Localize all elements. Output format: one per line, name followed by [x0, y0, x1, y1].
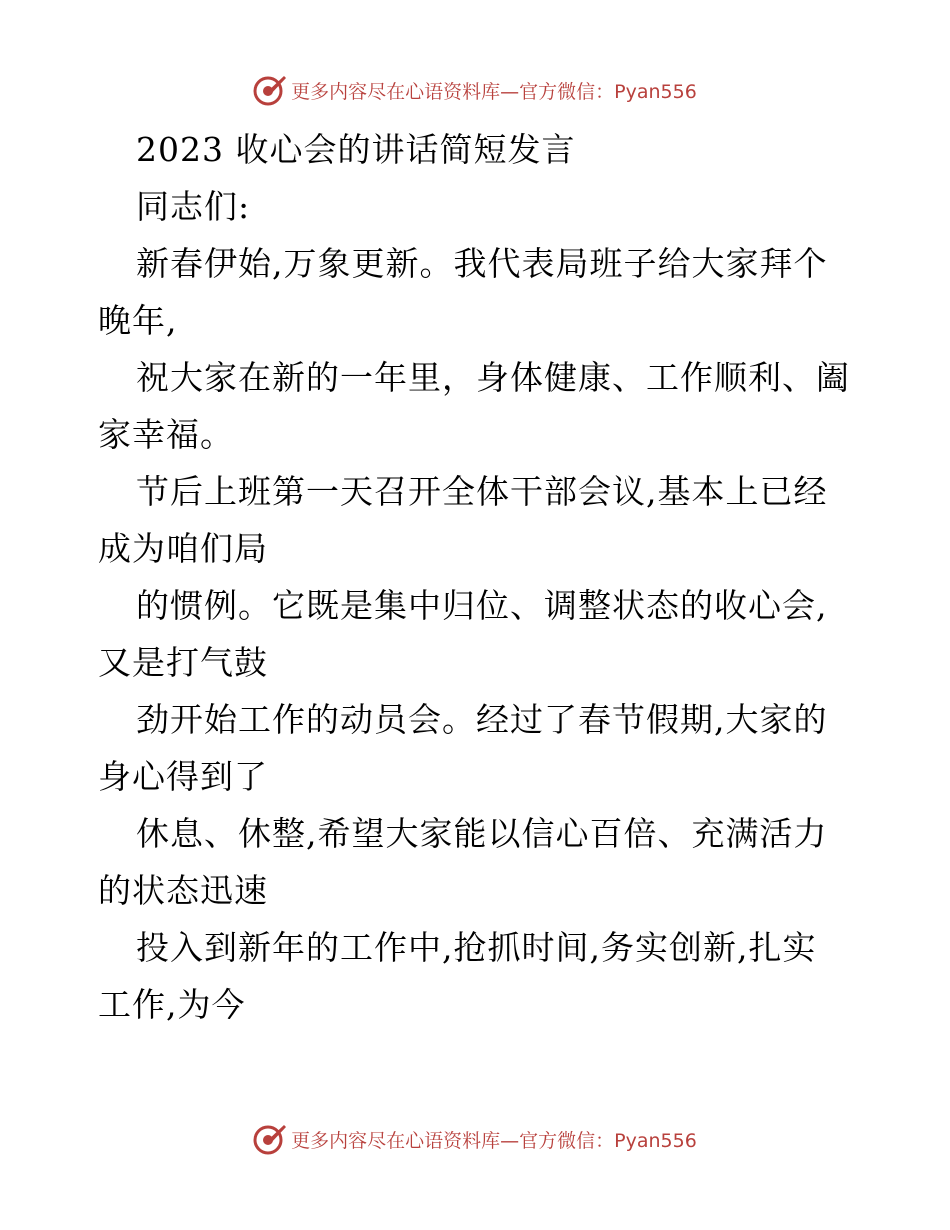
paragraph-line: 的惯例。它既是集中归位、调整状态的收心会, [136, 586, 828, 625]
paragraph-line: 同志们: [136, 187, 251, 226]
paragraph-line: 祝大家在新的一年里，身体健康、工作顺利、阖 [136, 358, 850, 397]
header-watermark-banner [0, 70, 950, 110]
paragraph-line: 成为咱们局 [98, 529, 268, 568]
quill-pen-logo-icon [253, 1122, 287, 1156]
paragraph-line: 工作,为今 [98, 985, 246, 1024]
paragraph-line: 节后上班第一天召开全体干部会议,基本上已经 [136, 472, 828, 511]
document-body [98, 121, 858, 1033]
paragraph-line: 身心得到了 [98, 757, 268, 796]
paragraph-line: 投入到新年的工作中,抢抓时间,务实创新,扎实 [136, 928, 817, 967]
footer-watermark-banner [0, 1119, 950, 1159]
paragraph-line: 又是打气鼓 [98, 643, 268, 682]
paragraph-line: 劲开始工作的动员会。经过了春节假期,大家的 [136, 700, 828, 739]
paragraph-line: 的状态迅速 [98, 871, 268, 910]
watermark-text: 更多内容尽在心语资料库—官方微信：Pyan556 [291, 1129, 697, 1152]
quill-pen-logo-icon [253, 73, 287, 107]
paragraph-line: 休息、休整,希望大家能以信心百倍、充满活力 [136, 814, 828, 853]
paragraph-line: 晚年, [98, 301, 178, 340]
document-title: 2023 收心会的讲话简短发言 [136, 130, 576, 169]
paragraph-line: 家幸福。 [98, 415, 234, 454]
watermark-text: 更多内容尽在心语资料库—官方微信：Pyan556 [291, 80, 697, 103]
paragraph-line: 新春伊始,万象更新。我代表局班子给大家拜个 [136, 244, 828, 283]
